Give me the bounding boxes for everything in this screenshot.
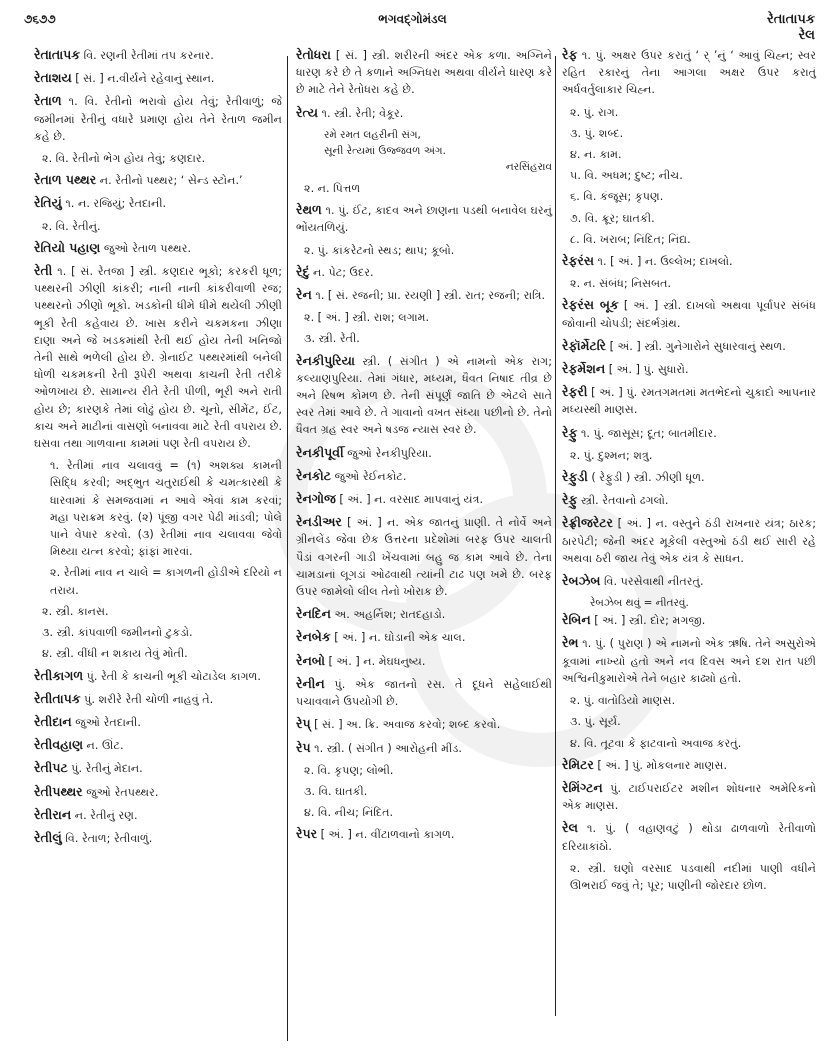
sub-sense: ૨. [ અં. ] સ્ત્રી. રાશ; લગામ.	[304, 311, 430, 325]
definition-text: વિ. રેતાળ; રેતીવાળું.	[61, 831, 153, 845]
dictionary-entry	[296, 104, 552, 122]
headword: રેતિયો પહાણ	[34, 239, 101, 255]
headword: રેફરી	[562, 384, 588, 400]
headword: રેફુ	[562, 424, 578, 440]
page-number: ૭૬૭૭	[24, 12, 56, 26]
column-2	[296, 46, 552, 1046]
dictionary-entry	[296, 263, 552, 281]
headword: રેતાશય	[34, 70, 72, 86]
headword: રેતીતાપક	[34, 690, 81, 706]
definition-text: પું. રેતી કે કાચની ભૂકી ચોટાડેલ કાગળ.	[83, 669, 261, 683]
dictionary-entry	[34, 69, 282, 87]
sub-sense: ૨. સ્ત્રી. ઘણો વરસાદ પડવાથી નદીમાં પાણી વધીને ઊભરાઈ જવું તે; પૂર; પાણીની જોરદાર છોળ.	[570, 861, 816, 892]
headword: રેનકોટ	[296, 467, 332, 483]
definition-text: ૧. પું. ( વહાણવટું ) થોડા ઢાળવાળો રેતીવાળો દરિયાકાંઠો.	[562, 822, 816, 853]
dictionary-entry	[34, 92, 282, 145]
sub-sense: ૨. પું. રાગ.	[570, 105, 619, 119]
headword: રેનકીપૂર્વી	[296, 444, 344, 460]
headword: રેનદિન	[296, 606, 331, 622]
dictionary-entry	[296, 490, 552, 508]
definition-text: ૧. [ સં. રેતજા ] સ્ત્રી. કણદાર ભૂકો; કરકરી ધૂળ; પથ્થરની ઝીણી કાંકરી; નાની નાની કાંકરીવાળી રજ; પથ્થરનો ઝીણો ભૂકો. ખડકોની ધીમે ધીમે થયેલી ઝીણી ભૂકી રેતી કહેવાય છે. ખાસ કરીને ચકમકના ઝીણા દાણા અને જે ખડકમાંથી રેતી થઈ હોય તેની ખનિજો તેની સાથે ભળેલી હોય છે. ગ્રેનાઈટ પથ્થરમાંથી બનેલી ધોળી ચકમકની રેતી રૂપેરી અથવા કાચની રેતી તરીકે ઓળખાય છે. સામાન્ય રીતે રેતી પીળી, ભૂરી અને રાતી હોય છે; કારણકે તેમાં લોઢું હોય છે. ચૂનો, સીમેંટ, ઈંટ, કાચ અને માટીનાં વાસણો બનાવવા માટે રેતી વપરાય છે. ઘસવા તથા ગાળવાના કામમાં પણ રેતી વપરાય છે.	[34, 265, 282, 451]
definition-text: ૧. સ્ત્રી. ( સંગીત ) આરોહની મીંડ.	[310, 741, 462, 755]
definition-text: પું. ટાઈપરાઈટર મશીન શોધનાર અમેરિકનો એક માણસ.	[562, 781, 816, 813]
headword: રેત્ય	[296, 104, 318, 120]
dictionary-entry	[562, 514, 816, 567]
definition-text: [ અં. ] ન. વીંટાળવાનો કાગળ.	[317, 828, 455, 842]
headword: રેફરંસ બૂક	[562, 297, 619, 313]
guide-words	[767, 12, 815, 44]
dictionary-entry	[562, 756, 816, 774]
definition-text: ન. ઊંટ.	[82, 739, 124, 753]
definition-text: ૧. [ અં. ] ન. ઉલ્લેખ; દાખલો.	[593, 255, 733, 269]
dictionary-entry	[562, 337, 816, 355]
definition-text: [ અં. ] ન. મેઘધનુષ્ય.	[324, 654, 426, 668]
definition-text: ૧. સ્ત્રી. રેતી; વેકૂર.	[317, 106, 404, 120]
dictionary-entry	[562, 360, 816, 378]
dictionary-entry	[296, 715, 552, 733]
headword: રેતાતાપક	[34, 47, 81, 62]
headword: રેનડીઅર	[296, 514, 342, 530]
sub-sense: ૨. સ્ત્રી. કાનસ.	[42, 604, 109, 618]
idiom-sense: ૨. રેતીમાં નાવ ન ચાલે = કાગળની હોડીએ દરિયો ન તરાય.	[50, 566, 282, 597]
idiom-sense: ૧. રેતીમાં નાવ ચલાવવું = (૧) અશક્ય કામની સિદ્ધિ કરવી; અદ્ભુત ચતુરાઈથી કે ચમત્કારથી કે ધારવામાં કે સમજવામાં ન આવે એવાં કામ કરવાં; મહા પરાક્રમ કરવું. (૨) પૂંજી વગર પેઢી માંડવી; પોલે પાને વેપાર કરવો. (૩) રેતીમાં નાવ ચલાવવા જેવો મિથ્યા યત્ન કરવો; ફાંફાં મારવાં.	[50, 459, 282, 559]
dictionary-entry	[562, 468, 816, 486]
dictionary-entry	[296, 286, 552, 304]
headword: રેતાળ પથ્થર	[34, 172, 97, 188]
sub-sense: ૩. પું. શબ્દ.	[570, 126, 624, 140]
definition-text: ન. પેટ; ઉદર.	[309, 265, 374, 279]
definition-text: પું. રેતીનું મેદાન.	[67, 762, 143, 776]
headword: રેતોધરા	[296, 47, 331, 62]
dictionary-entry	[562, 634, 816, 687]
dictionary-entry	[562, 46, 816, 99]
definition-text: પું. શરીરે રેતી ચોળી નાહવું તે.	[80, 692, 214, 706]
quotation-line: સૂની રેત્યમાં ઉજ્જવળ અંગ.	[324, 144, 446, 157]
sub-sense: ૨. વિ. રેતીનો ભેગ હોય તેવું; કણદાર.	[42, 152, 206, 166]
dictionary-entry	[34, 690, 282, 708]
dictionary-entry	[296, 444, 552, 462]
sub-sense: ૨. ન. સંબંધ; નિસબત.	[570, 277, 672, 291]
sub-sense: ૬. વિ. કંજૂસ; કૃપણ.	[570, 190, 664, 204]
headword: રેન	[296, 287, 312, 303]
guide-word-last: રેલ	[798, 28, 815, 43]
definition-text: ૧. પું. અક્ષર ઉપર કરાતું ‘ ર્ ’નું ‘ આવું ચિહ્ન; સ્વર રહિત રકારનું તેના આગલા અક્ષર ઉપર કરાતું અર્ધવર્તુલાકાર ચિહ્ન.	[562, 49, 816, 97]
dictionary-entry	[562, 424, 816, 442]
definition-text: ૧. પું. ( પુરાણ ) એ નામનો એક ઋષિ. તેને અસુરોએ કૂવામાં નાખ્યો હતો અને નવ દિવસ અને દશ રાત પછી અશ્વિનીકુમારોએ તેને બહાર કાઢ્યો હતો.	[562, 637, 816, 685]
definition-text: [ અં. ] ન. એક જાતનું પ્રાણી. તે નોર્વે અને ગ્રીનલેંડ જેવા છેક ઉત્તરના પ્રદેશોમાં બરફ ઉપર ચાલતી પૈડાં વગરની ગાડી ખેંચવામાં બહુ જ કામ આવે છે. તેના ચામડાનાં લૂગડાં ઓઢવાથી ત્યાંની ટાઢ પણ ખમે છે. બરફ ઉપર જામેલો લીલ તેનો ખોરાક છે.	[296, 516, 552, 599]
headword: રેભ	[562, 635, 579, 651]
sub-sense: ૨. પું. કાંકરેટનો સ્થડ; થાપ; કૂબો.	[304, 243, 455, 257]
definition-text: ન. રેતીનું રણ.	[71, 808, 138, 822]
definition-text: [ સં. ] સ્ત્રી. શરીરની અંદર એક કળા. અગ્નિને ધારણ કરે છે તે કળાને અગ્નિધરા અથવા વીર્યને ધારણ કરે છે માટે તેને રેતોધરા કહે છે.	[296, 49, 552, 97]
headword: રેતીલું	[34, 829, 62, 845]
dictionary-entry	[562, 611, 816, 629]
definition-text: ન. રેતીનો પથ્થર; ‘ સેન્ડ સ્ટોન.’	[96, 174, 243, 188]
definition-text: [ અં. ] ન. વસ્તુને ઠંડી રાખનાર યંત્ર; ઠારક; ઠારપેટી; જેની અંદર મૂકેલી વસ્તુઓ ઠંડી થઈ સારી રહે અથવા ઠરી જાય તેવું એક યંત્ર કે સાધન.	[562, 517, 816, 565]
dictionary-entry	[34, 736, 282, 754]
definition-text: જુઓ રેનકીપુરિયા.	[343, 446, 432, 460]
headword: રેનગોજ	[296, 491, 336, 507]
definition-text: જુઓ રેતદાની.	[71, 715, 141, 729]
dictionary-entry	[34, 239, 282, 257]
definition-text: જુઓ રેઈનકોટ.	[331, 469, 407, 483]
dictionary-entry	[296, 201, 552, 236]
sub-sense: ૩. વિ. ઘાતકી.	[304, 784, 368, 798]
definition-text: [ અં. ] પું. સુધારો.	[605, 363, 689, 377]
sub-sense: ૪. ન. કામ.	[570, 148, 622, 162]
definition-text: ૧. પું. ઈંટ, કાદવ અને છાણના પડથી બનાવેલ ઘરનું ભોંયતળિયું.	[296, 204, 552, 235]
headword: રેનબો	[296, 652, 325, 668]
dictionary-entry	[562, 491, 816, 509]
dictionary-columns	[0, 46, 825, 1056]
headword: રેતીવહાણ	[34, 737, 83, 753]
headword: રેનીન	[296, 675, 325, 691]
column-3	[562, 46, 816, 1046]
definition-text: ૧. [ સં. રજની; પ્રા. રયણી ] સ્ત્રી. રાત; રજની; રાત્રિ.	[311, 289, 546, 303]
column-divider	[287, 56, 288, 1041]
headword: રેતીરાન	[34, 806, 72, 822]
sub-sense: ૨. પું. દુશ્મન; શત્રુ.	[570, 448, 653, 462]
definition-text: સ્ત્રી. ( સંગીત ) એ નામનો એક રાગ; કલ્યાણપુરિયા. તેમાં ગંધાર, મધ્યમ, ધૈવત નિષાદ તીવ્ર છે અને રિષભ કોમળ છે. તેની સંપૂર્ણ જાતિ છે એટલે સાતે સ્વર તેમાં આવે છે. તે ગાવાનો વખત સંધ્યા પછીનો છે. તેનો ધૈવત ગ્રહ સ્વર અને ષડજ ન્યાસ સ્વર છે.	[296, 354, 552, 437]
dictionary-entry	[296, 628, 552, 646]
headword: રેદું	[296, 263, 310, 279]
definition-text: વિ. રણની રેતીમાં તપ કરનાર.	[80, 49, 214, 62]
headword: રેપ	[296, 739, 311, 755]
definition-text: [ સં. ] ન.વીર્યને રહેવાનું સ્થાન.	[71, 72, 215, 86]
definition-text: વિ. પરસેવાથી નીતરતું.	[600, 575, 704, 589]
dictionary-entry	[34, 759, 282, 777]
definition-text: ( રેફુડી ) સ્ત્રી. ઝીણી ધૂળ.	[587, 471, 705, 485]
quotation-attribution: નરસિંહરાવ	[505, 160, 552, 173]
definition-text: [ અં. ] સ્ત્રી. દોર; મગજી.	[590, 614, 706, 628]
sub-sense: ૪. વિ. તૂટવા કે ફાટવાનો અવાજ કરતું.	[570, 736, 742, 750]
sub-sense: ૩. પું. સૂર્ય.	[570, 715, 621, 729]
definition-text: અ. અહર્નિશ; રાતદહાડો.	[330, 608, 446, 622]
sub-sense: ૪. વિ. નીચ; નિંદિત.	[304, 806, 394, 820]
headword: રેપર	[296, 826, 318, 842]
headword: રેનકીપુરિયા	[296, 352, 355, 368]
dictionary-entry	[34, 713, 282, 731]
dictionary-entry	[34, 806, 282, 824]
definition-text: જુઓ રેતપથ્થર.	[82, 785, 159, 799]
dictionary-entry	[296, 46, 552, 99]
dictionary-entry	[34, 171, 282, 189]
guide-word-first: રેતાતાપક	[767, 12, 815, 27]
sub-sense: ૪. સ્ત્રી. વીંધી ન શકાય તેવું મોતી.	[42, 647, 188, 661]
headword: રેફુ	[562, 492, 578, 508]
headword: રેફુડી	[562, 469, 588, 485]
column-divider	[555, 56, 556, 1016]
dictionary-entry	[296, 467, 552, 485]
sub-sense: ૨. ન. પિત્તળ	[304, 182, 361, 196]
dictionary-entry	[296, 652, 552, 670]
sub-sense: ૩. સ્ત્રી. રેતી.	[304, 332, 360, 346]
dictionary-entry	[296, 352, 552, 439]
sub-sense: ૨. વિ. રેતીનું.	[42, 219, 101, 233]
definition-text: [ સં. ] અ. ક્રિ. અવાજ કરવો; શબ્દ કરવો.	[310, 718, 501, 732]
definition-text: [ અં. ] સ્ત્રી. ગુનેગારોને સુધારવાનું સ્થળ.	[606, 339, 786, 353]
dictionary-entry	[562, 252, 816, 270]
dictionary-entry	[34, 262, 282, 452]
dictionary-entry	[34, 194, 282, 212]
dictionary-entry	[562, 572, 816, 590]
headword: રેતીપટ	[34, 760, 68, 776]
column-1	[34, 46, 282, 1046]
dictionary-entry	[296, 739, 552, 757]
headword: રેનબેક	[296, 629, 331, 645]
definition-text: ૧. વિ. રેતીનો ભરાવો હોય તેવું; રેતીવાળું; જે જમીનમાં રેતીનું વધારે પ્રમાણ હોય તેને રેતાળ જમીન કહે છે.	[34, 95, 282, 143]
headword: રેતી	[34, 263, 53, 279]
headword: રેતિયું	[34, 195, 62, 211]
headword: રેફરંસ	[562, 253, 594, 269]
dictionary-entry	[562, 383, 816, 418]
headword: રેફ	[562, 47, 578, 62]
dictionary-entry	[34, 46, 282, 64]
headword: રેથળ	[296, 202, 322, 218]
dictionary-entry	[562, 296, 816, 331]
sub-sense: ૮. વિ. ખરાબ; નિંદિત; નિંદ્ય.	[570, 232, 691, 246]
dictionary-entry	[296, 675, 552, 710]
dictionary-entry	[296, 513, 552, 600]
definition-text: પું. એક જાતનો રસ. તે દૂધને સહેલાઈથી પચાવવાને ઉપયોગી છે.	[296, 677, 552, 709]
headword: રેફર્મેશન	[562, 361, 606, 377]
headword: રેતાળ	[34, 93, 62, 109]
sub-sense: ૩. સ્ત્રી. કાંપવાળી જમીનનો ટુકડો.	[42, 626, 193, 640]
definition-text: [ અં. ] પું. રમતગમતમાં મતભેદનો ચુકાદો આપનાર મધ્યસ્થી માણસ.	[562, 386, 816, 417]
definition-text: સ્ત્રી. રેતવાનો ઢગલો.	[577, 494, 669, 508]
dictionary-entry	[562, 779, 816, 814]
definition-text: જુઓ રેતાળ પથ્થર.	[100, 241, 192, 255]
headword: રેફૉર્મેટરિ	[562, 337, 607, 353]
definition-text: [ અં. ] પું. મોકલનાર માણસ.	[593, 758, 728, 772]
dictionary-entry	[296, 605, 552, 623]
headword: રેતીદાન	[34, 713, 72, 729]
headword: રેબઝેબ	[562, 573, 601, 589]
definition-text: [ અં. ] સ્ત્રી. દાખલો અથવા પૂર્વાપર સંબંધ જોવાની ચોપડી; સંદર્ભગ્રંથ.	[562, 299, 816, 330]
page-header	[0, 8, 825, 48]
headword: રેમિંગ્ટન	[562, 779, 603, 795]
definition-text: ૧. પું. જાસૂસ; દૂત; બાતમીદાર.	[577, 426, 717, 440]
dictionary-entry	[34, 783, 282, 801]
headword: રેપ્	[296, 716, 311, 732]
sub-sense: ૨. વિ. કૃપણ; લોભી.	[304, 763, 394, 777]
quotation-line: રમે રમત લહરીની સંગ,	[324, 128, 421, 141]
headword: રેબિન	[562, 612, 591, 628]
headword: રેફ્રીજરેટર	[562, 515, 613, 531]
definition-text: [ અં. ] ન. ઘોડાની એક ચાલ.	[330, 631, 466, 645]
dictionary-entry	[562, 819, 816, 854]
headword: રેમિટર	[562, 756, 594, 772]
sub-sense: ૫. વિ. અધમ; દુષ્ટ; નીચ.	[570, 169, 683, 183]
definition-text: [ અં. ] ન. વરસાદ માપવાનું યંત્ર.	[335, 493, 484, 507]
dictionary-entry	[34, 667, 282, 685]
dictionary-entry	[296, 825, 552, 843]
book-title: ભગવદ્ગોમંડલ	[378, 12, 447, 26]
headword: રેલ	[562, 820, 578, 836]
sub-sense: ૭. વિ. ક્રૂર; ઘાતકી.	[570, 211, 655, 225]
definition-text: ૧. ન. રજિયું; રેતદાની.	[61, 197, 167, 211]
dictionary-entry	[34, 829, 282, 847]
headword: રેતીપથ્થર	[34, 783, 83, 799]
quotation-line: રેબઝેબ થવું = નીતરવું.	[590, 597, 689, 610]
sub-sense: ૨. પું. વાતોડિયો માણસ.	[570, 694, 676, 708]
headword: રેતીકાગળ	[34, 667, 84, 683]
